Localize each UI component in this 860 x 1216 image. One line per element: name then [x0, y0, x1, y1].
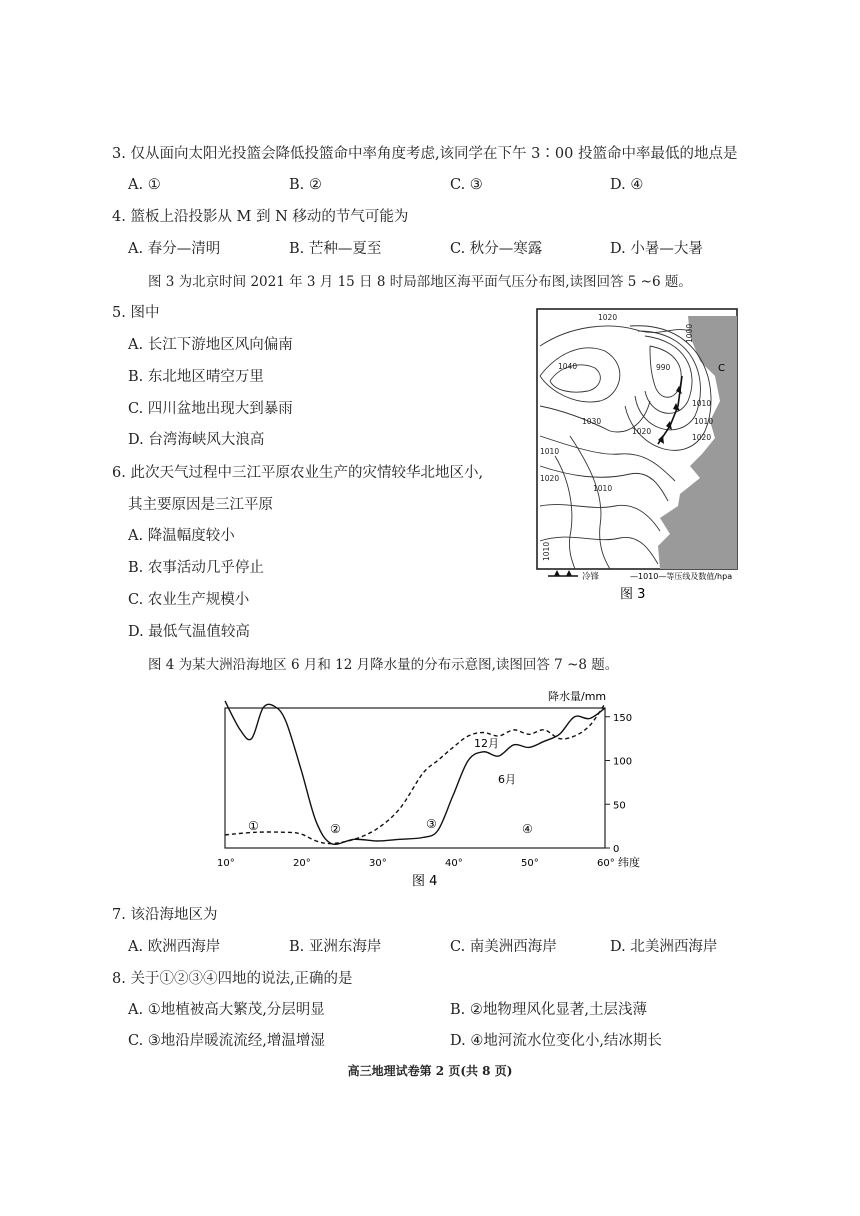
- q7-option-b: B. 亚洲东海岸: [289, 939, 382, 955]
- page-footer: 高三地理试卷第 2 页(共 8 页): [347, 1064, 513, 1078]
- legend-isobar-label: —1010—等压线及数值/hpa: [630, 572, 733, 581]
- q5-option-b: B. 东北地区晴空万里: [128, 369, 264, 385]
- q3-option-b: B. ②: [289, 177, 322, 193]
- high-marker: C: [718, 363, 725, 374]
- isobar-label: 1040: [558, 362, 578, 371]
- x-tick-label: 20°: [293, 858, 311, 869]
- figure4-caption: 图 4: [412, 874, 438, 889]
- figure4-intro: 图 4 为某大洲沿海地区 6 月和 12 月降水量的分布示意图,读图回答 7 ~8 题。: [148, 657, 619, 673]
- y-tick-label: 150: [613, 712, 633, 724]
- q7-option-d: D. 北美洲西海岸: [610, 939, 718, 955]
- q6-option-a: A. 降温幅度较小: [128, 528, 235, 544]
- x-tick-label: 50°: [521, 858, 539, 869]
- x-axis-label: 纬度: [618, 856, 640, 869]
- q6-stem-line1: 6. 此次天气过程中三江平原农业生产的灾情较华北地区小,: [112, 465, 484, 481]
- q3-option-d: D. ④: [610, 177, 644, 193]
- q5-option-d: D. 台湾海峡风大浪高: [128, 432, 265, 448]
- legend-front-triangle: [566, 570, 572, 576]
- isobar-label: 1010: [542, 541, 551, 561]
- q7-option-c: C. 南美洲西海岸: [450, 939, 557, 955]
- q7-stem: 7. 该沿海地区为: [112, 907, 218, 923]
- q7-option-a: A. 欧洲西海岸: [128, 939, 221, 955]
- q4-option-a: A. 春分—清明: [128, 241, 221, 257]
- legend-front-triangle: [554, 570, 560, 576]
- chart-frame: [225, 708, 605, 848]
- y-tick-label: 0: [613, 844, 620, 855]
- isobar-label: 1010: [694, 417, 714, 426]
- isobar-label: 1020: [632, 427, 652, 436]
- q3-stem: 3. 仅从面向太阳光投篮会降低投篮命中率角度考虑,该同学在下午 3∶00 投篮命中率最低的地点是: [112, 146, 738, 162]
- q5-stem: 5. 图中: [112, 305, 160, 321]
- isobar-label: 1020: [540, 474, 560, 483]
- q8-option-a: A. ①地植被高大繁茂,分层明显: [128, 1002, 325, 1018]
- pressure-map: [510, 306, 740, 616]
- q4-option-b: B. 芒种—夏至: [289, 241, 382, 257]
- series-june-line: [225, 701, 605, 844]
- q8-option-b: B. ②地物理风化显著,土层浅薄: [450, 1002, 647, 1018]
- q6-option-b: B. 农事活动几乎停止: [128, 560, 264, 576]
- isobar-label: 1030: [582, 417, 602, 426]
- x-tick-label: 40°: [445, 858, 463, 869]
- isobar-label: 1010: [692, 399, 712, 408]
- region-label-4: ④: [522, 822, 533, 836]
- x-tick-label: 60°: [597, 858, 615, 869]
- q5-option-a: A. 长江下游地区风向偏南: [128, 337, 293, 353]
- figure3-intro: 图 3 为北京时间 2021 年 3 月 15 日 8 时局部地区海平面气压分布图,读图回答 5 ~6 题。: [148, 274, 692, 290]
- q5-option-c: C. 四川盆地出现大到暴雨: [128, 401, 293, 417]
- isobar-label: 1020: [598, 313, 618, 322]
- q6-option-d: D. 最低气温值较高: [128, 624, 250, 640]
- region-label-2: ②: [330, 822, 341, 836]
- x-tick-label: 10°: [217, 858, 235, 869]
- figure3-caption: 图 3: [620, 587, 646, 602]
- region-label-1: ①: [248, 819, 259, 833]
- legend-front-label: 冷锋: [582, 572, 600, 582]
- series-december-label: 12月: [474, 737, 499, 750]
- q8-option-c: C. ③地沿岸暖流流经,增温增湿: [128, 1033, 325, 1049]
- q4-option-c: C. 秋分—寒露: [450, 241, 543, 257]
- series-june-label: 6月: [498, 773, 516, 786]
- q8-stem: 8. 关于①②③④四地的说法,正确的是: [112, 971, 353, 987]
- q6-option-c: C. 农业生产规模小: [128, 592, 250, 608]
- q6-stem-line2: 其主要原因是三江平原: [128, 497, 273, 513]
- y-tick-label: 100: [613, 756, 633, 768]
- isobar-label: 1020: [692, 433, 712, 442]
- isobar-label: 1000: [685, 323, 694, 343]
- x-tick-label: 30°: [369, 858, 387, 869]
- series-december-line: [225, 704, 605, 844]
- y-axis-label: 降水量/mm: [548, 690, 607, 703]
- isobar-label: 1010: [540, 447, 560, 456]
- q4-stem: 4. 篮板上沿投影从 M 到 N 移动的节气可能为: [112, 209, 409, 225]
- q3-option-a: A. ①: [128, 177, 161, 193]
- q8-option-d: D. ④地河流水位变化小,结冰期长: [450, 1033, 662, 1049]
- isobar-label: 990: [656, 363, 671, 372]
- q3-option-c: C. ③: [450, 177, 483, 193]
- precipitation-chart: [200, 680, 660, 895]
- isobar-label: 1010: [593, 484, 613, 493]
- region-label-3: ③: [426, 817, 437, 831]
- q4-option-d: D. 小暑—大暑: [610, 241, 703, 257]
- y-tick-label: 50: [613, 800, 626, 812]
